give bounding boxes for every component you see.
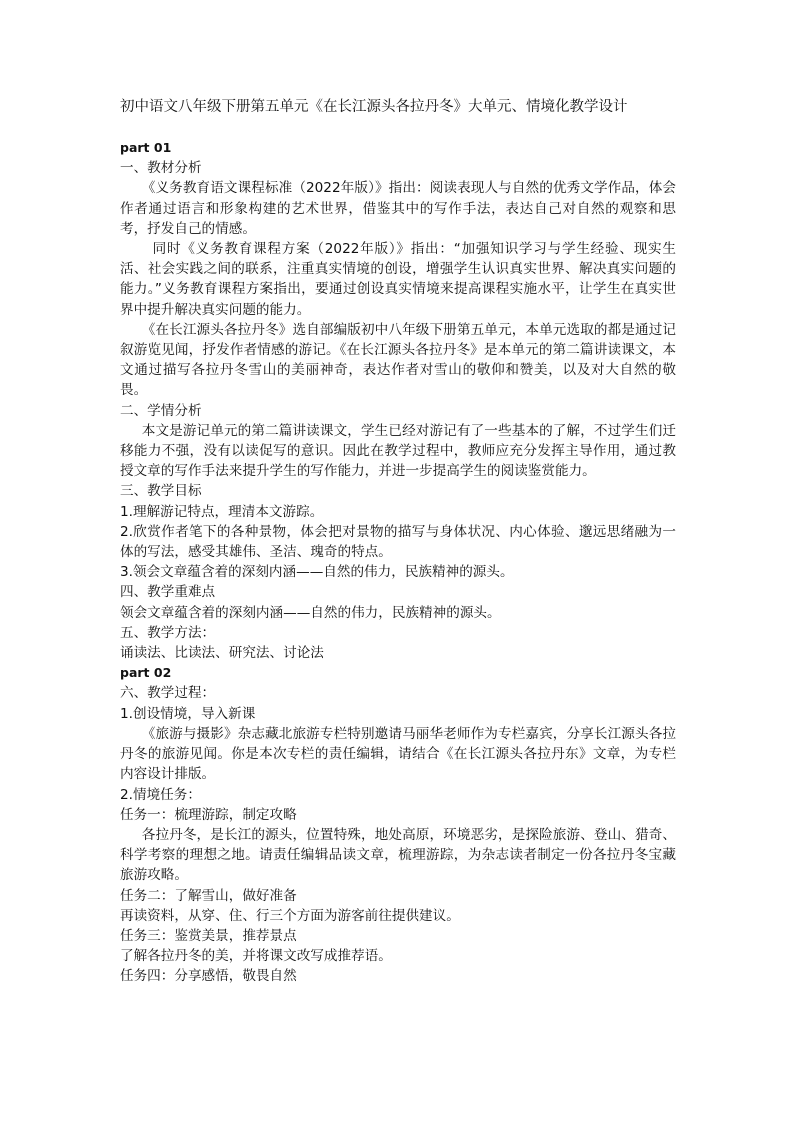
task-heading: 任务三：鉴赏美景，推荐景点 xyxy=(120,927,297,944)
paragraph: 《义务教育语文课程标准（2022年版）》指出：阅读表现人与自然的优秀文学作品，体会作者通过语言和形象构建的艺术世界，借鉴其中的写作手法，表达自己对自然的观察和思考，抒发自己的情感。 xyxy=(120,180,676,237)
task-heading: 任务一：梳理游踪，制定攻略 xyxy=(120,806,297,823)
section-heading: 一、教材分析 xyxy=(120,160,202,177)
part-label: part 02 xyxy=(120,665,172,681)
section-heading: 四、教学重难点 xyxy=(120,584,216,601)
task-heading: 任务四：分享感悟，敬畏自然 xyxy=(120,968,297,985)
sub-heading: 1.创设情境，导入新课 xyxy=(120,705,256,722)
paragraph: 领会文章蕴含着的深刻内涵——自然的伟力，民族精神的源头。 xyxy=(120,604,501,621)
section-heading: 六、教学过程： xyxy=(120,685,216,702)
section-heading: 三、教学目标 xyxy=(120,483,202,500)
paragraph: 《在长江源头各拉丹冬》选自部编版初中八年级下册第五单元，本单元选取的都是通过记叙游览见闻，抒发作者情感的游记。《在长江源头各拉丹冬》是本单元的第二篇讲读课文，本文通过描写各拉丹冬雪山的美丽神奇，表达作者对雪山的敬仰和赞美，以及对大自然的敬畏。 xyxy=(120,321,676,399)
document-body xyxy=(120,138,676,987)
paragraph: 了解各拉丹冬的美，并将课文改写成推荐语。 xyxy=(120,948,392,965)
section-heading: 二、学情分析 xyxy=(120,402,202,419)
paragraph: 同时《义务教育课程方案（2022年版）》指出：“加强知识学习与学生经验、现实生活、社会实践之间的联系，注重真实情境的创设，增强学生认识真实世界、解决真实问题的能力。”义务教育课程方案指出，要通过创设真实情境来提高课程实施水平，让学生在真实世界中提升解决真实问题的能力。 xyxy=(120,241,676,318)
paragraph: 本文是游记单元的第二篇讲读课文，学生已经对游记有了一些基本的了解，不过学生们迁移能力不强，没有以读促写的意识。因此在教学过程中，教师应充分发挥主导作用，通过教授文章的写作手法来提升学生的写作能力，并进一步提高学生的阅读鉴赏能力。 xyxy=(120,422,676,480)
paragraph: 再读资料，从穿、住、行三个方面为游客前往提供建议。 xyxy=(120,907,460,924)
sub-heading: 2.情境任务： xyxy=(120,786,201,803)
paragraph: 《旅游与摄影》杂志藏北旅游专栏特别邀请马丽华老师作为专栏嘉宾，分享长江源头各拉丹冬的旅游见闻。你是本次专栏的责任编辑，请结合《在长江源头各拉丹东》文章，为专栏内容设计排版。 xyxy=(120,725,676,783)
part-label: part 01 xyxy=(120,140,172,155)
section-heading: 五、教学方法： xyxy=(120,624,216,641)
list-item: 2.欣赏作者笔下的各种景物，体会把对景物的描写与身体状况、内心体验、邈远思绪融为一体的写法，感受其雄伟、圣洁、瑰奇的特点。 xyxy=(120,523,676,561)
list-item: 3.领会文章蕴含着的深刻内涵——自然的伟力，民族精神的源头。 xyxy=(120,564,514,581)
document-title: 初中语文八年级下册第五单元《在长江源头各拉丹冬》大单元、情境化教学设计 xyxy=(120,99,628,115)
task-heading: 任务二：了解雪山，做好准备 xyxy=(120,887,297,904)
paragraph: 各拉丹冬，是长江的源头，位置特殊，地处高原，环境恶劣，是探险旅游、登山、猎奇、科学考察的理想之地。请责任编辑品读文章，梳理游踪，为杂志读者制定一份各拉丹冬宝藏旅游攻略。 xyxy=(120,826,676,884)
list-item: 1.理解游记特点，理清本文游踪。 xyxy=(120,503,324,520)
paragraph: 诵读法、比读法、研究法、讨论法 xyxy=(120,645,324,662)
